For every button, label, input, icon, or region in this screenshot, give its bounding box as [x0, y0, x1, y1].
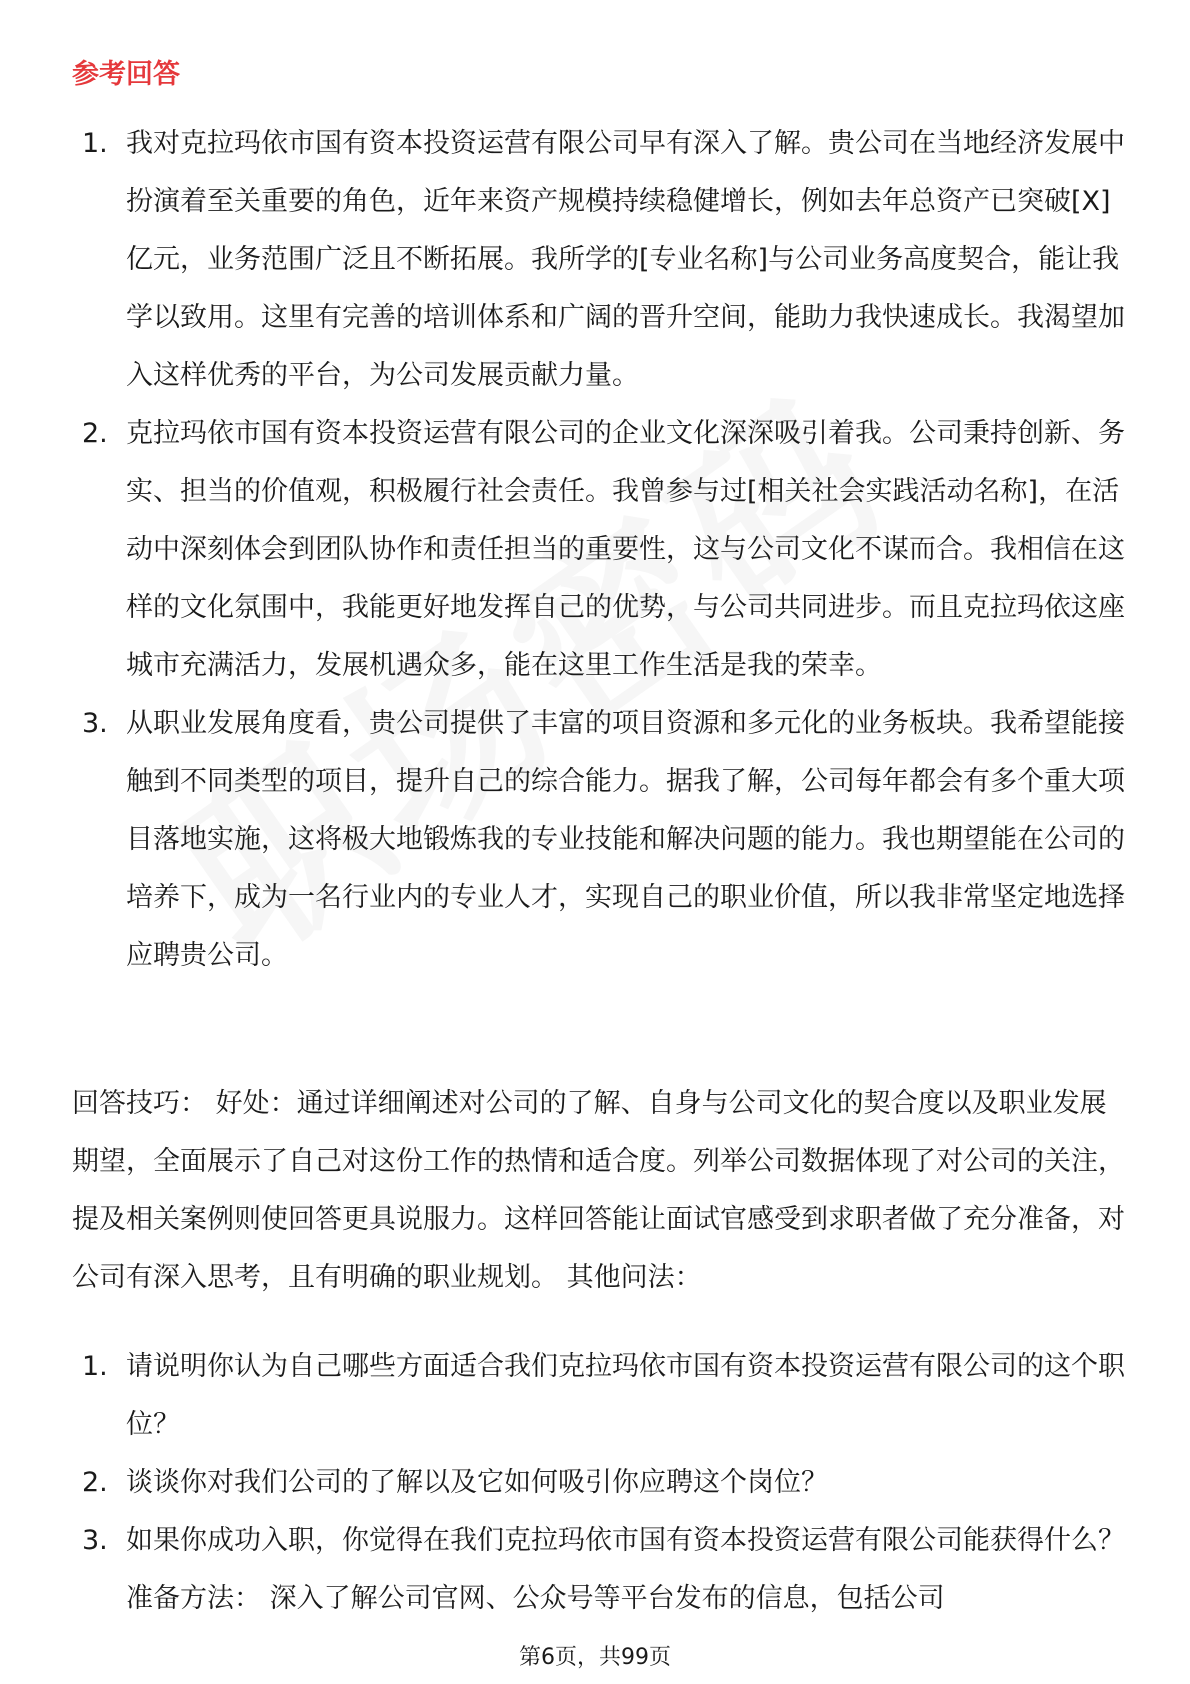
answer-list [82, 115, 1127, 985]
section-title: 参考回答 [72, 59, 180, 90]
question-text: 如果你成功入职，你觉得在我们克拉玛依市国有资本投资运营有限公司能获得什么？ 准备方法： 深入了解公司官网、公众号等平台发布的信息，包括公司 [126, 1525, 1125, 1614]
answer-item [82, 695, 1127, 985]
alternative-question-item [82, 1338, 1127, 1454]
answer-tips: 回答技巧： 好处：通过详细阐述对公司的了解、自身与公司文化的契合度以及职业发展期望，全面展示了自己对这份工作的热情和适合度。列举公司数据体现了对公司的关注，提及相关案例则使回答更具说服力。这样回答能让面试官感受到求职者做了充分准备，对公司有深入思考，且有明确的职业规划。 其他问法： [72, 1088, 1125, 1293]
question-text: 谈谈你对我们公司的了解以及它如何吸引你应聘这个岗位？ [126, 1467, 828, 1498]
list-number: 1. [82, 1351, 108, 1382]
alternative-question-item [82, 1454, 1127, 1512]
page-number: 第6页，共99页 [519, 1645, 671, 1670]
list-number: 3. [82, 708, 108, 739]
list-number: 3. [82, 1525, 108, 1556]
list-number: 2. [82, 418, 108, 449]
answer-text: 我对克拉玛依市国有资本投资运营有限公司早有深入了解。贵公司在当地经济发展中扮演着至关重要的角色，近年来资产规模持续稳健增长，例如去年总资产已突破[X]亿元，业务范围广泛且不断拓展。我所学的[专业名称]与公司业务高度契合，能让我学以致用。这里有完善的培训体系和广阔的晋升空间，能助力我快速成长。我渴望加入这样优秀的平台，为公司发展贡献力量。 [126, 128, 1125, 391]
question-text: 请说明你认为自己哪些方面适合我们克拉玛依市国有资本投资运营有限公司的这个职位？ [126, 1351, 1125, 1440]
list-number: 2. [82, 1467, 108, 1498]
alternative-questions-list [82, 1338, 1127, 1628]
answer-text: 克拉玛依市国有资本投资运营有限公司的企业文化深深吸引着我。公司秉持创新、务实、担当的价值观，积极履行社会责任。我曾参与过[相关社会实践活动名称]，在活动中深刻体会到团队协作和责任担当的重要性，这与公司文化不谋而合。我相信在这样的文化氛围中，我能更好地发挥自己的优势，与公司共同进步。而且克拉玛依这座城市充满活力，发展机遇众多，能在这里工作生活是我的荣幸。 [126, 418, 1125, 681]
answer-text: 从职业发展角度看，贵公司提供了丰富的项目资源和多元化的业务板块。我希望能接触到不同类型的项目，提升自己的综合能力。据我了解，公司每年都会有多个重大项目落地实施，这将极大地锻炼我的专业技能和解决问题的能力。我也期望能在公司的培养下，成为一名行业内的专业人才，实现自己的职业价值，所以我非常坚定地选择应聘贵公司。 [126, 708, 1125, 971]
answer-item [82, 115, 1127, 405]
answer-item [82, 405, 1127, 695]
alternative-question-item [82, 1512, 1127, 1628]
list-number: 1. [82, 128, 108, 159]
